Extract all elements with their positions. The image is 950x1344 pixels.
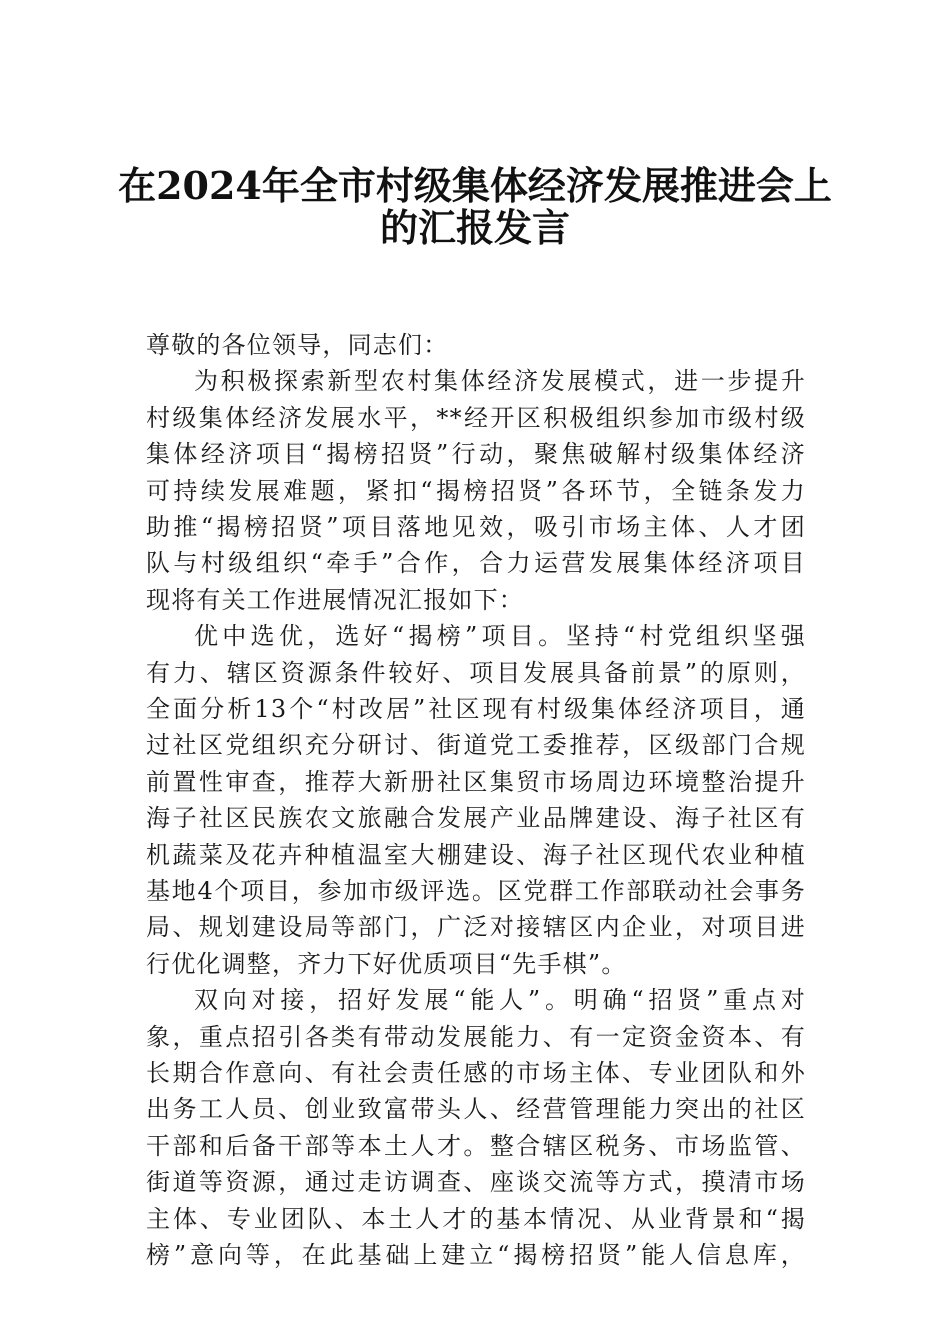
text-line: 双向对接，招好发展“能人”。明确“招贤”重点对 <box>194 986 806 1015</box>
text-line: 局、规划建设局等部门，广泛对接辖区内企业，对项目进 <box>146 913 806 942</box>
text-line: 优中选优，选好“揭榜”项目。坚持“村党组织坚强 <box>194 622 806 651</box>
text-line: 有力、辖区资源条件较好、项目发展具备前景”的原则， <box>146 658 806 687</box>
text-line: 为积极探索新型农村集体经济发展模式，进一步提升 <box>194 367 806 396</box>
text-line: 集体经济项目“揭榜招贤”行动，聚焦破解村级集体经济 <box>146 440 806 469</box>
text-line: 前置性审查，推荐大新册社区集贸市场周边环境整治提升 <box>146 767 806 796</box>
text-line: 基地4个项目，参加市级评选。区党群工作部联动社会事务 <box>146 877 806 905</box>
text-line: 街道等资源，通过走访调查、座谈交流等方式，摸清市场 <box>146 1168 806 1197</box>
text-line: 主体、专业团队、本土人才的基本情况、从业背景和“揭 <box>146 1204 806 1233</box>
text-line: 象，重点招引各类有带动发展能力、有一定资金资本、有 <box>146 1022 806 1051</box>
text-line: 村级集体经济发展水平，**经开区积极组织参加市级村级 <box>146 403 806 432</box>
text-line: 榜”意向等，在此基础上建立“揭榜招贤”能人信息库， <box>146 1241 806 1269</box>
text-line: 出务工人员、创业致富带头人、经营管理能力突出的社区 <box>146 1095 806 1124</box>
text-line: 尊敬的各位领导，同志们： <box>146 331 449 359</box>
text-line: 过社区党组织充分研讨、街道党工委推荐，区级部门合规 <box>146 731 806 760</box>
text-line: 队与村级组织“牵手”合作，合力运营发展集体经济项目 <box>146 549 806 578</box>
text-line: 机蔬菜及花卉种植温室大棚建设、海子社区现代农业种植 <box>146 840 806 869</box>
text-line: 全面分析13个“村改居”社区现有村级集体经济项目，通 <box>146 695 806 723</box>
text-line: 海子社区民族农文旅融合发展产业品牌建设、海子社区有 <box>146 804 806 833</box>
document-title-line-1: 在2024年全市村级集体经济发展推进会上 <box>118 163 832 208</box>
text-line: 干部和后备干部等本土人才。整合辖区税务、市场监管、 <box>146 1131 806 1160</box>
text-line: 助推“揭榜招贤”项目落地见效，吸引市场主体、人才团 <box>146 513 806 541</box>
text-line: 现将有关工作进展情况汇报如下： <box>146 585 524 614</box>
text-line: 可持续发展难题，紧扣“揭榜招贤”各环节，全链条发力 <box>146 476 806 505</box>
text-line: 行优化调整，齐力下好优质项目“先手棋”。 <box>146 949 627 978</box>
text-line: 长期合作意向、有社会责任感的市场主体、专业团队和外 <box>146 1059 806 1087</box>
document-title-line-2: 的汇报发言 <box>379 205 570 250</box>
